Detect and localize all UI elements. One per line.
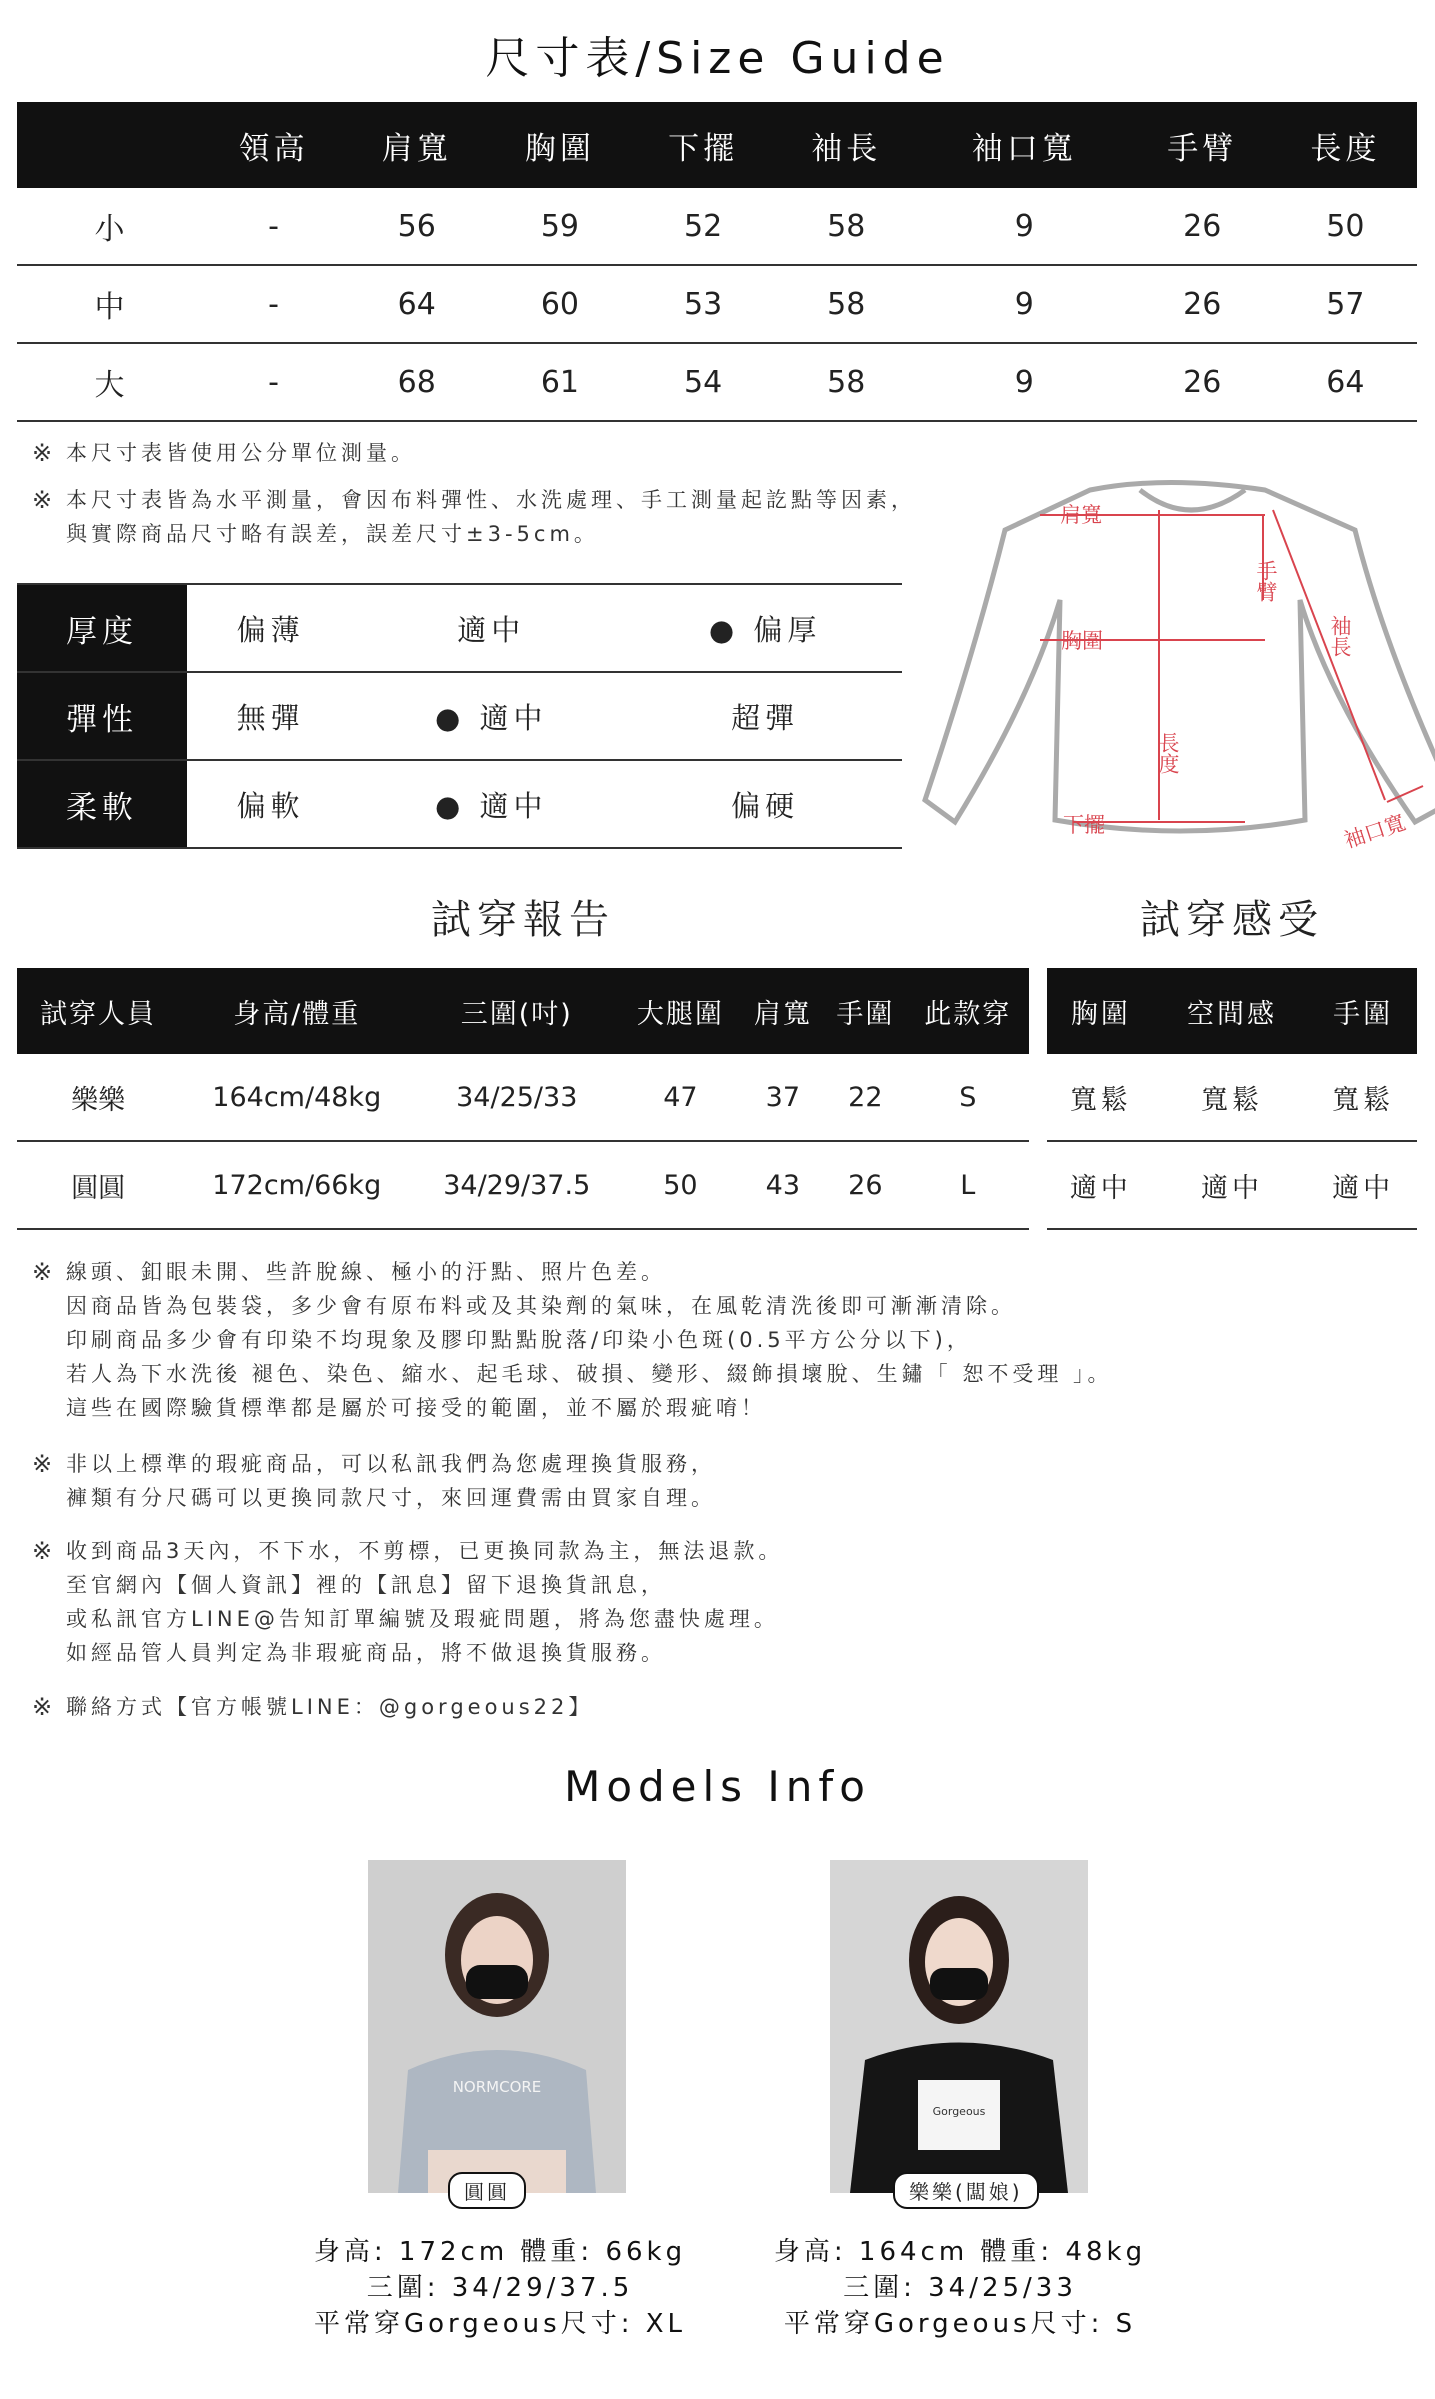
note-mark: ※ xyxy=(32,1258,57,1286)
model-info-line: 三圍: 34/25/33 xyxy=(843,2273,1077,2303)
fit-cell: L xyxy=(907,1141,1029,1229)
table-row xyxy=(1047,1054,1417,1141)
table-row xyxy=(17,343,1417,421)
fit-header-cell: 身高/體重 xyxy=(179,968,414,1054)
fit-cell: 樂樂 xyxy=(17,1054,179,1141)
feel-cell: 適中 xyxy=(1309,1141,1417,1229)
model-info-left xyxy=(270,2234,730,2342)
size-note-2 xyxy=(32,483,1026,551)
fabric-option: 無彈 xyxy=(187,672,354,760)
size-cell: 50 xyxy=(1274,188,1417,265)
model-info-line: 三圍: 34/29/37.5 xyxy=(366,2273,634,2303)
fit-cell: 34/25/33 xyxy=(414,1054,619,1141)
fit-cell: 圓圓 xyxy=(17,1141,179,1229)
note-mark: ※ xyxy=(32,1693,57,1721)
table-row xyxy=(1047,1141,1417,1229)
fit-cell: 26 xyxy=(824,1141,907,1229)
feel-cell: 寬鬆 xyxy=(1155,1054,1310,1141)
fit-cell: 22 xyxy=(824,1054,907,1141)
fit-report-table xyxy=(17,968,1029,1230)
policy-block-4 xyxy=(32,1690,1435,1724)
fit-header-cell: 大腿圍 xyxy=(619,968,741,1054)
size-cell: 61 xyxy=(488,343,631,421)
size-cell: 58 xyxy=(775,188,918,265)
policy-block-2 xyxy=(32,1447,1435,1515)
fit-cell: S xyxy=(907,1054,1029,1141)
fit-cell: 50 xyxy=(619,1141,741,1229)
fabric-label: 厚度 xyxy=(17,584,187,672)
shirt-outline xyxy=(925,483,1435,832)
size-header-cell: 袖口寬 xyxy=(918,102,1131,188)
fit-header-row xyxy=(17,968,1029,1054)
fit-cell: 172cm/66kg xyxy=(179,1141,414,1229)
fit-cell: 47 xyxy=(619,1054,741,1141)
model-figure-right xyxy=(830,1860,1088,2193)
diagram-label-shoulder: 肩寬 xyxy=(1060,503,1102,527)
model-name-tag-right: 樂樂(闆娘) xyxy=(893,2172,1039,2209)
size-cell: 60 xyxy=(488,265,631,343)
fit-cell: 43 xyxy=(742,1141,825,1229)
model-info-line: 平常穿Gorgeous尺寸: XL xyxy=(313,2309,687,2339)
size-cell: 64 xyxy=(345,265,488,343)
model-photo-right xyxy=(830,1860,1088,2193)
diagram-label-length: 長度 xyxy=(1156,732,1180,774)
models-title: Models Info xyxy=(564,1762,871,1811)
feel-cell: 寬鬆 xyxy=(1309,1054,1417,1141)
size-cell: 26 xyxy=(1131,188,1274,265)
fit-feel-table xyxy=(1047,968,1417,1230)
policy-line: 這些在國際驗貨標準都是屬於可接受的範圍，並不屬於瑕疵唷！ xyxy=(66,1396,766,1420)
table-row xyxy=(17,1141,1029,1229)
model-info-line: 身高: 164cm 體重: 48kg xyxy=(773,2237,1147,2267)
fit-cell: 34/29/37.5 xyxy=(414,1141,619,1229)
fabric-option: ● 偏厚 xyxy=(628,584,902,672)
model-info-line: 身高: 172cm 體重: 66kg xyxy=(313,2237,687,2267)
note-text: 與實際商品尺寸略有誤差，誤差尺寸±3-5cm。 xyxy=(66,522,599,546)
fit-cell: 164cm/48kg xyxy=(179,1054,414,1141)
size-cell: 9 xyxy=(918,188,1131,265)
table-row xyxy=(17,1054,1029,1141)
size-cell: 26 xyxy=(1131,343,1274,421)
fabric-table xyxy=(17,583,902,849)
fit-cell: 37 xyxy=(742,1054,825,1141)
model-photo-left xyxy=(368,1860,626,2193)
model-figure-left xyxy=(368,1860,626,2193)
size-cell: - xyxy=(202,265,345,343)
size-header-cell xyxy=(17,102,202,188)
model-info-right xyxy=(730,2234,1190,2342)
size-header-cell: 肩寬 xyxy=(345,102,488,188)
size-guide-title: 尺寸表/Size Guide xyxy=(485,33,950,84)
feel-header-cell: 手圍 xyxy=(1309,968,1417,1054)
diagram-label-cuff: 袖口寬 xyxy=(1341,810,1409,853)
fabric-option: 超彈 xyxy=(628,672,902,760)
policy-line: 印刷商品多少會有印染不均現象及膠印點點脫落/印染小色斑(0.5平方公分以下)， xyxy=(66,1328,972,1352)
policy-line: 非以上標準的瑕疵商品，可以私訊我們為您處理換貨服務， xyxy=(66,1452,716,1476)
size-cell: 53 xyxy=(632,265,775,343)
feel-header-cell: 胸圍 xyxy=(1047,968,1155,1054)
policy-line: 線頭、釦眼未開、些許脫線、極小的汙點、照片色差。 xyxy=(66,1260,666,1284)
fit-feel-title: 試穿感受 xyxy=(1140,897,1324,943)
model-info-line: 平常穿Gorgeous尺寸: S xyxy=(783,2309,1137,2339)
size-cell: 52 xyxy=(632,188,775,265)
diagram-label-arm: 手臂 xyxy=(1254,560,1278,602)
size-header-cell: 袖長 xyxy=(775,102,918,188)
policy-line: 至官網內【個人資訊】裡的【訊息】留下退換貨訊息， xyxy=(66,1573,666,1597)
size-cell: 58 xyxy=(775,265,918,343)
size-header-cell: 長度 xyxy=(1274,102,1417,188)
fit-header-cell: 肩寬 xyxy=(742,968,825,1054)
fabric-option: 偏薄 xyxy=(187,584,354,672)
fabric-label: 彈性 xyxy=(17,672,187,760)
fit-header-cell: 試穿人員 xyxy=(17,968,179,1054)
shirt-print-left: NORMCORE xyxy=(452,2078,542,2096)
size-cell: 小 xyxy=(17,188,202,265)
policy-line: 因商品皆為包裝袋，多少會有原布料或及其染劑的氣味，在風乾清洗後即可漸漸清除。 xyxy=(66,1294,1016,1318)
feel-header-row xyxy=(1047,968,1417,1054)
size-cell: 9 xyxy=(918,265,1131,343)
shirt-measurement-diagram xyxy=(915,470,1435,870)
policy-line: 如經品管人員判定為非瑕疵商品，將不做退換貨服務。 xyxy=(66,1641,666,1665)
note-text: 本尺寸表皆為水平測量，會因布料彈性、水洗處理、手工測量起訖點等因素， xyxy=(66,488,916,512)
diagram-label-hem: 下擺 xyxy=(1063,813,1105,837)
size-header-cell: 下擺 xyxy=(632,102,775,188)
feel-cell: 適中 xyxy=(1047,1141,1155,1229)
diagram-label-sleeve: 袖長 xyxy=(1328,615,1352,657)
size-cell: 58 xyxy=(775,343,918,421)
size-cell: 中 xyxy=(17,265,202,343)
table-row xyxy=(17,672,902,760)
policy-block-1 xyxy=(32,1255,1435,1425)
fabric-option: 適中 xyxy=(354,584,628,672)
table-row xyxy=(17,188,1417,265)
note-mark: ※ xyxy=(32,1537,57,1565)
model-name-tag-left: 圓圓 xyxy=(448,2172,526,2209)
fabric-option: 偏硬 xyxy=(628,760,902,848)
policy-block-3 xyxy=(32,1534,1435,1670)
fabric-label: 柔軟 xyxy=(17,760,187,848)
note-mark: ※ xyxy=(32,439,57,467)
size-note-1 xyxy=(32,436,1026,470)
shirt-print-right: Gorgeous xyxy=(932,2105,986,2118)
size-cell: 26 xyxy=(1131,265,1274,343)
table-row xyxy=(17,265,1417,343)
table-row xyxy=(17,760,902,848)
note-mark: ※ xyxy=(32,1450,57,1478)
size-cell: 57 xyxy=(1274,265,1417,343)
policy-line: 聯絡方式【官方帳號LINE：@gorgeous22】 xyxy=(66,1695,594,1719)
note-text: 本尺寸表皆使用公分單位測量。 xyxy=(66,441,416,465)
size-cell: 大 xyxy=(17,343,202,421)
fabric-option: 偏軟 xyxy=(187,760,354,848)
fabric-option: ● 適中 xyxy=(354,672,628,760)
size-header-cell: 胸圍 xyxy=(488,102,631,188)
size-cell: 54 xyxy=(632,343,775,421)
note-mark: ※ xyxy=(32,486,57,514)
diagram-label-chest: 胸圍 xyxy=(1061,629,1103,653)
size-table-header xyxy=(17,102,1417,188)
policy-line: 或私訊官方LINE@告知訂單編號及瑕疵問題，將為您盡快處理。 xyxy=(66,1607,779,1631)
size-cell: 68 xyxy=(345,343,488,421)
size-cell: - xyxy=(202,343,345,421)
feel-cell: 寬鬆 xyxy=(1047,1054,1155,1141)
fit-header-cell: 手圍 xyxy=(824,968,907,1054)
size-cell: 59 xyxy=(488,188,631,265)
feel-header-cell: 空間感 xyxy=(1155,968,1310,1054)
table-row xyxy=(17,584,902,672)
policy-line: 若人為下水洗後 褪色、染色、縮水、起毛球、破損、變形、綴飾損壞脫、生鏽「 恕不受理 」。 xyxy=(66,1362,1113,1386)
fit-header-cell: 三圍(吋) xyxy=(414,968,619,1054)
size-cell: 9 xyxy=(918,343,1131,421)
fit-header-cell: 此款穿 xyxy=(907,968,1029,1054)
size-cell: 56 xyxy=(345,188,488,265)
feel-cell: 適中 xyxy=(1155,1141,1310,1229)
policy-line: 收到商品3天內，不下水，不剪標，已更換同款為主，無法退款。 xyxy=(66,1539,784,1563)
size-cell: 64 xyxy=(1274,343,1417,421)
fit-report-title: 試穿報告 xyxy=(431,897,615,943)
size-header-cell: 手臂 xyxy=(1131,102,1274,188)
size-cell: - xyxy=(202,188,345,265)
size-table xyxy=(17,102,1417,422)
policy-line: 褲類有分尺碼可以更換同款尺寸，來回運費需由買家自理。 xyxy=(66,1486,716,1510)
fabric-option: ● 適中 xyxy=(354,760,628,848)
size-header-cell: 領高 xyxy=(202,102,345,188)
